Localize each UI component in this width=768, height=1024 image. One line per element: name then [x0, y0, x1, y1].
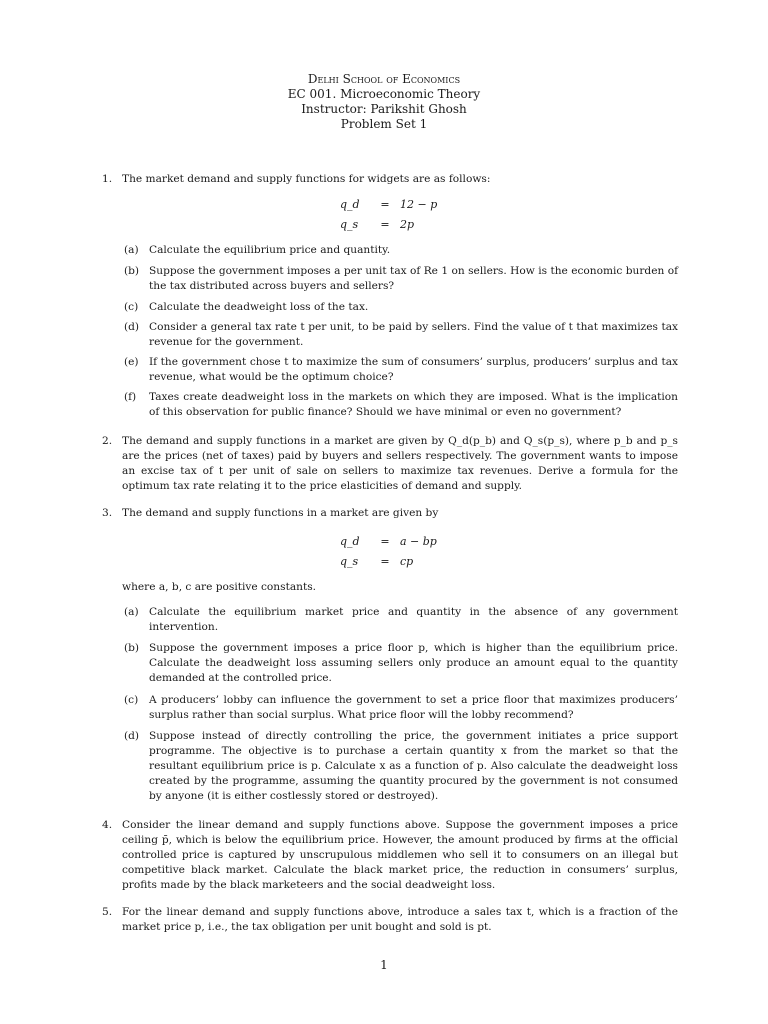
question-number: 3. — [102, 507, 113, 519]
subpart-text: If the government chose t to maximize the sum of consumers’ surplus, producers’ surplus and tax revenue, what would be the optimum choice? — [149, 356, 678, 383]
question-text: The demand and supply functions in a market are given by — [122, 507, 439, 519]
subpart-label: (a) — [124, 606, 139, 618]
question-text: The demand and supply functions in a market are given by Q_d(p_b) and Q_s(p_s), where p_b and p_s are the prices (net of taxes) paid by buyers and sellers respectively. The government wants to impose an excise tax of t per unit of sale on sellers to maximize tax revenues. Derive a formula for the optimum tax rate relating it to the price elasticities of demand and supply. — [122, 435, 678, 492]
subpart-label: (f) — [124, 391, 137, 403]
equation-lhs: q_s — [340, 218, 359, 231]
equation-lhs: q_d — [340, 535, 360, 548]
question-text: For the linear demand and supply functions above, introduce a sales tax t, which is a fraction of the market price p, i.e., the tax obligation per unit bought and sold is pt. — [122, 906, 678, 933]
subpart-3d — [124, 729, 678, 804]
subpart-text: Taxes create deadweight loss in the markets on which they are imposed. What is the implication of this observation for public finance? Should we have minimal or even no government? — [149, 391, 678, 418]
subpart-text: Suppose instead of directly controlling the price, the government initiates a price support programme. The objective is to purchase a certain quantity x from the market so that the resultant equilibrium price is p. Calculate x as a function of p. Also calculate the deadweight loss created by the programme, assuming the quantity procured by the government is not consumed by anyone (it is either costlessly stored or destroyed). — [149, 730, 678, 802]
subpart-1e — [124, 355, 678, 385]
equation-lhs: q_s — [340, 555, 359, 568]
subpart-label: (a) — [124, 244, 139, 256]
question-text: Consider the linear demand and supply functions above. Suppose the government imposes a price ceiling p̄, which is below the equilibrium price. However, the amount produced by firms at the official controlled price is captured by unscrupulous middlemen who sell it to consumers on an illegal but competitive black market. Calculate the black market price, the reduction in consumers’ surplus, profits made by the black marketeers and the social deadweight loss. — [122, 819, 678, 891]
subpart-text: A producers’ lobby can influence the government to set a price floor that maximizes producers’ surplus rather than social surplus. What price floor will the lobby recommend? — [149, 694, 678, 721]
subpart-label: (c) — [124, 301, 139, 313]
subpart-text: Consider a general tax rate t per unit, to be paid by sellers. Find the value of t that maximizes tax revenue for the government. — [149, 321, 678, 348]
equation-op: = — [380, 218, 390, 231]
subpart-text: Calculate the equilibrium price and quantity. — [149, 244, 391, 256]
subpart-1c — [124, 300, 678, 315]
subpart-1d — [124, 320, 678, 350]
equation-op: = — [380, 555, 390, 568]
question-number: 4. — [102, 819, 113, 831]
subpart-text: Suppose the government imposes a per unit tax of Re 1 on sellers. How is the economic burden of the tax distributed across buyers and sellers? — [149, 265, 678, 292]
equation-demand — [340, 533, 437, 550]
equation-lhs: q_d — [340, 198, 360, 211]
subpart-label: (c) — [124, 694, 139, 706]
equation-op: = — [380, 535, 390, 548]
subpart-label: (e) — [124, 356, 139, 368]
equation-supply — [340, 216, 414, 233]
equation-op: = — [380, 198, 390, 211]
header — [0, 72, 768, 132]
subpart-1b — [124, 264, 678, 294]
question-5 — [102, 905, 678, 935]
subpart-label: (b) — [124, 642, 140, 654]
question-3 — [102, 506, 678, 521]
equation-rhs: cp — [400, 555, 414, 568]
instructor: Instructor: Parikshit Ghosh — [301, 102, 467, 116]
subpart-label: (d) — [124, 321, 140, 333]
school-name: Delhi School of Economics — [307, 72, 461, 86]
question-number: 1. — [102, 173, 113, 185]
equation-rhs: 12 − p — [400, 198, 438, 211]
subpart-1a — [124, 243, 678, 258]
question-2 — [102, 434, 678, 494]
course-title: EC 001. Microeconomic Theory — [287, 87, 481, 101]
question-text: The market demand and supply functions for widgets are as follows: — [122, 173, 491, 185]
question-number: 2. — [102, 435, 113, 447]
subpart-label: (b) — [124, 265, 140, 277]
question-1 — [102, 172, 678, 187]
subpart-3b — [124, 641, 678, 686]
equation-rhs: 2p — [400, 218, 415, 231]
equation-rhs: a − bp — [400, 535, 437, 548]
page-number: 1 — [380, 958, 388, 972]
constants-note: where a, b, c are positive constants. — [122, 581, 317, 593]
subpart-3a — [124, 605, 678, 635]
equation-demand — [340, 196, 437, 213]
subpart-label: (d) — [124, 730, 140, 742]
subpart-text: Suppose the government imposes a price floor p, which is higher than the equilibrium price. Calculate the deadweight loss assuming sellers only produce an amount equal to the quantity demanded at the controlled price. — [149, 642, 678, 684]
question-4 — [102, 818, 678, 893]
subpart-text: Calculate the equilibrium market price and quantity in the absence of any government intervention. — [149, 606, 678, 633]
problem-set-title: Problem Set 1 — [340, 117, 428, 131]
equation-supply — [340, 553, 413, 570]
subpart-1f — [124, 390, 678, 420]
subpart-text: Calculate the deadweight loss of the tax. — [149, 301, 369, 313]
subpart-3c — [124, 693, 678, 723]
question-number: 5. — [102, 906, 113, 918]
